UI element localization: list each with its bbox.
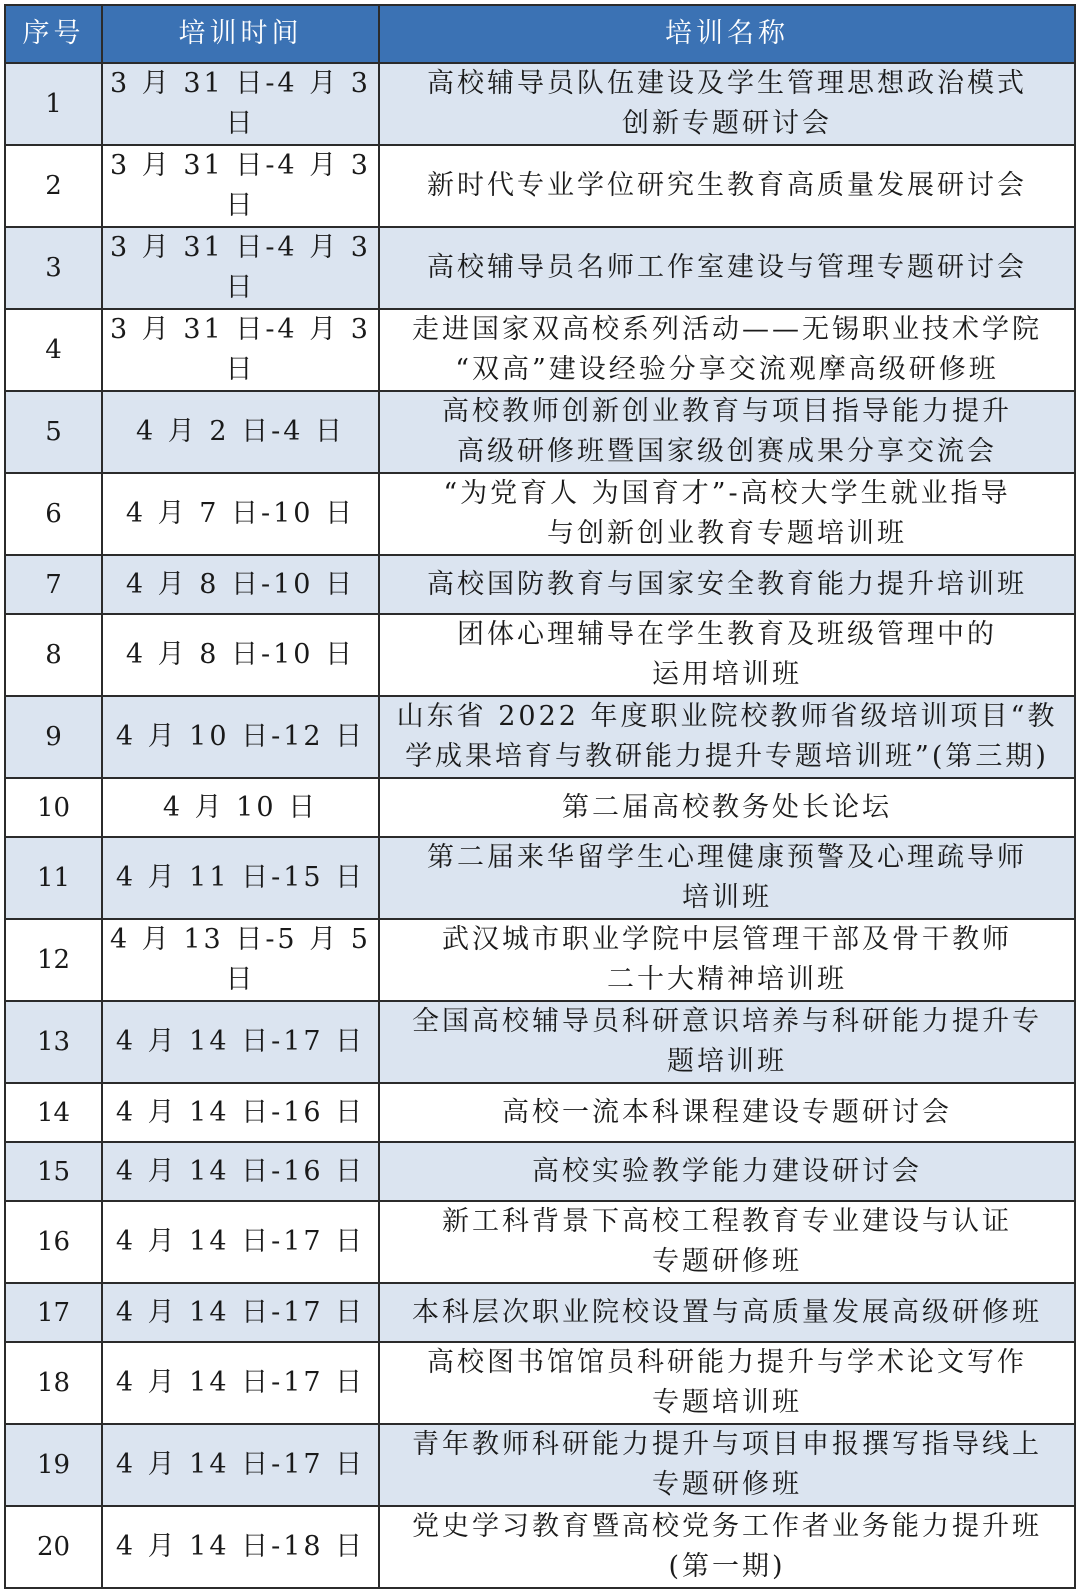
cell-date: 4 月 14 日-17 日 <box>102 1283 379 1342</box>
cell-number: 14 <box>5 1083 102 1142</box>
training-name-line: 创新专题研讨会 <box>622 108 832 139</box>
cell-number: 17 <box>5 1283 102 1342</box>
table-row <box>5 391 1075 473</box>
cell-number: 3 <box>5 227 102 309</box>
training-name-line: “双高”建设经验分享交流观摩高级研修班 <box>455 354 999 385</box>
cell-training-name <box>379 1083 1075 1142</box>
training-name-line: 专题研修班 <box>652 1246 802 1277</box>
table-row <box>5 555 1075 614</box>
training-name-line: 专题研修班 <box>652 1469 802 1500</box>
training-name-line: 本科层次职业院校设置与高质量发展高级研修班 <box>412 1296 1042 1328</box>
cell-training-name <box>379 696 1075 778</box>
cell-training-name <box>379 63 1075 145</box>
cell-training-name <box>379 837 1075 919</box>
training-name-line: 专题培训班 <box>652 1387 802 1418</box>
cell-training-name <box>379 1283 1075 1342</box>
training-name-line: 高校实验教学能力建设研讨会 <box>532 1155 922 1187</box>
cell-date: 4 月 14 日-17 日 <box>102 1424 379 1506</box>
training-name-line: 新时代专业学位研究生教育高质量发展研讨会 <box>427 170 1027 201</box>
table-row <box>5 1342 1075 1424</box>
table-header-row <box>5 5 1075 63</box>
training-name-line: 全国高校辅导员科研意识培养与科研能力提升专 <box>412 1006 1042 1037</box>
cell-date: 4 月 8 日-10 日 <box>102 555 379 614</box>
cell-training-name <box>379 309 1075 391</box>
cell-number: 15 <box>5 1142 102 1201</box>
table-row <box>5 1424 1075 1506</box>
cell-number: 9 <box>5 696 102 778</box>
training-name-line: 二十大精神培训班 <box>607 964 847 995</box>
training-name-line: 运用培训班 <box>652 659 802 690</box>
cell-number: 16 <box>5 1201 102 1283</box>
cell-number: 12 <box>5 919 102 1001</box>
cell-number: 2 <box>5 145 102 227</box>
header-number: 序号 <box>5 5 102 63</box>
cell-date: 4 月 14 日-16 日 <box>102 1142 379 1201</box>
cell-training-name <box>379 778 1075 837</box>
cell-date: 4 月 14 日-17 日 <box>102 1342 379 1424</box>
table-row <box>5 837 1075 919</box>
training-name-line: 培训班 <box>682 882 772 913</box>
cell-number: 6 <box>5 473 102 555</box>
cell-training-name <box>379 1506 1075 1588</box>
cell-date: 4 月 11 日-15 日 <box>102 837 379 919</box>
table-row <box>5 696 1075 778</box>
cell-date: 3 月 31 日-4 月 3 日 <box>102 63 379 145</box>
cell-number: 19 <box>5 1424 102 1506</box>
training-name-line: 学成果培育与教研能力提升专题培训班”(第三期) <box>405 741 1049 772</box>
training-name-line: 高校国防教育与国家安全教育能力提升培训班 <box>427 568 1027 600</box>
training-name-line: 新工科背景下高校工程教育专业建设与认证 <box>442 1206 1012 1237</box>
table-row <box>5 614 1075 696</box>
training-name-line: 山东省 2022 年度职业院校教师省级培训项目“教 <box>396 701 1058 732</box>
training-name-line: 高校辅导员名师工作室建设与管理专题研讨会 <box>427 252 1027 283</box>
table-row <box>5 1283 1075 1342</box>
training-name-line: 武汉城市职业学院中层管理干部及骨干教师 <box>442 924 1012 955</box>
training-name-line: (第一期) <box>668 1551 786 1582</box>
cell-date: 3 月 31 日-4 月 3 日 <box>102 227 379 309</box>
training-name-line: 与创新创业教育专题培训班 <box>547 518 907 549</box>
training-name-line: 高级研修班暨国家级创赛成果分享交流会 <box>457 436 997 467</box>
training-name-line: 高校教师创新创业教育与项目指导能力提升 <box>442 396 1012 427</box>
training-name-line: 走进国家双高校系列活动——无锡职业技术学院 <box>412 314 1042 345</box>
table-row <box>5 145 1075 227</box>
cell-date: 4 月 10 日 <box>102 778 379 837</box>
training-name-line: 题培训班 <box>667 1046 787 1077</box>
cell-number: 13 <box>5 1001 102 1083</box>
cell-number: 1 <box>5 63 102 145</box>
cell-date: 4 月 14 日-16 日 <box>102 1083 379 1142</box>
training-name-line: “为党育人 为国育才”-高校大学生就业指导 <box>443 478 1011 509</box>
training-name-line: 青年教师科研能力提升与项目申报撰写指导线上 <box>412 1429 1042 1460</box>
cell-training-name <box>379 1001 1075 1083</box>
cell-training-name <box>379 473 1075 555</box>
cell-date: 4 月 7 日-10 日 <box>102 473 379 555</box>
cell-training-name <box>379 614 1075 696</box>
table-row <box>5 1201 1075 1283</box>
cell-training-name <box>379 145 1075 227</box>
training-name-line: 团体心理辅导在学生教育及班级管理中的 <box>457 619 997 650</box>
cell-date: 3 月 31 日-4 月 3 日 <box>102 145 379 227</box>
cell-date: 4 月 13 日-5 月 5 日 <box>102 919 379 1001</box>
cell-training-name <box>379 919 1075 1001</box>
table-row <box>5 1142 1075 1201</box>
cell-number: 10 <box>5 778 102 837</box>
training-name-line: 高校一流本科课程建设专题研讨会 <box>502 1096 952 1128</box>
cell-date: 4 月 8 日-10 日 <box>102 614 379 696</box>
training-name-line: 党史学习教育暨高校党务工作者业务能力提升班 <box>412 1511 1042 1542</box>
training-name-line: 第二届高校教务处长论坛 <box>562 791 892 823</box>
training-schedule-table <box>4 4 1076 1589</box>
cell-training-name <box>379 1424 1075 1506</box>
training-name-line: 第二届来华留学生心理健康预警及心理疏导师 <box>427 842 1027 873</box>
cell-date: 4 月 2 日-4 日 <box>102 391 379 473</box>
cell-training-name <box>379 555 1075 614</box>
table-row <box>5 919 1075 1001</box>
cell-number: 7 <box>5 555 102 614</box>
table-row <box>5 227 1075 309</box>
cell-training-name <box>379 1201 1075 1283</box>
table-body <box>5 63 1075 1588</box>
table-row <box>5 778 1075 837</box>
table-row <box>5 1083 1075 1142</box>
cell-training-name <box>379 1342 1075 1424</box>
training-name-line: 高校辅导员队伍建设及学生管理思想政治模式 <box>427 68 1027 99</box>
table-row <box>5 473 1075 555</box>
header-date: 培训时间 <box>102 5 379 63</box>
cell-date: 4 月 14 日-17 日 <box>102 1001 379 1083</box>
cell-date: 4 月 14 日-17 日 <box>102 1201 379 1283</box>
cell-training-name <box>379 227 1075 309</box>
cell-number: 8 <box>5 614 102 696</box>
training-name-line: 高校图书馆馆员科研能力提升与学术论文写作 <box>427 1347 1027 1378</box>
cell-number: 11 <box>5 837 102 919</box>
table-row <box>5 1001 1075 1083</box>
table-row <box>5 63 1075 145</box>
cell-date: 4 月 10 日-12 日 <box>102 696 379 778</box>
table-row <box>5 1506 1075 1588</box>
cell-number: 4 <box>5 309 102 391</box>
cell-date: 4 月 14 日-18 日 <box>102 1506 379 1588</box>
cell-number: 20 <box>5 1506 102 1588</box>
table-row <box>5 309 1075 391</box>
cell-date: 3 月 31 日-4 月 3 日 <box>102 309 379 391</box>
cell-number: 18 <box>5 1342 102 1424</box>
cell-number: 5 <box>5 391 102 473</box>
cell-training-name <box>379 391 1075 473</box>
header-name: 培训名称 <box>379 5 1075 63</box>
cell-training-name <box>379 1142 1075 1201</box>
